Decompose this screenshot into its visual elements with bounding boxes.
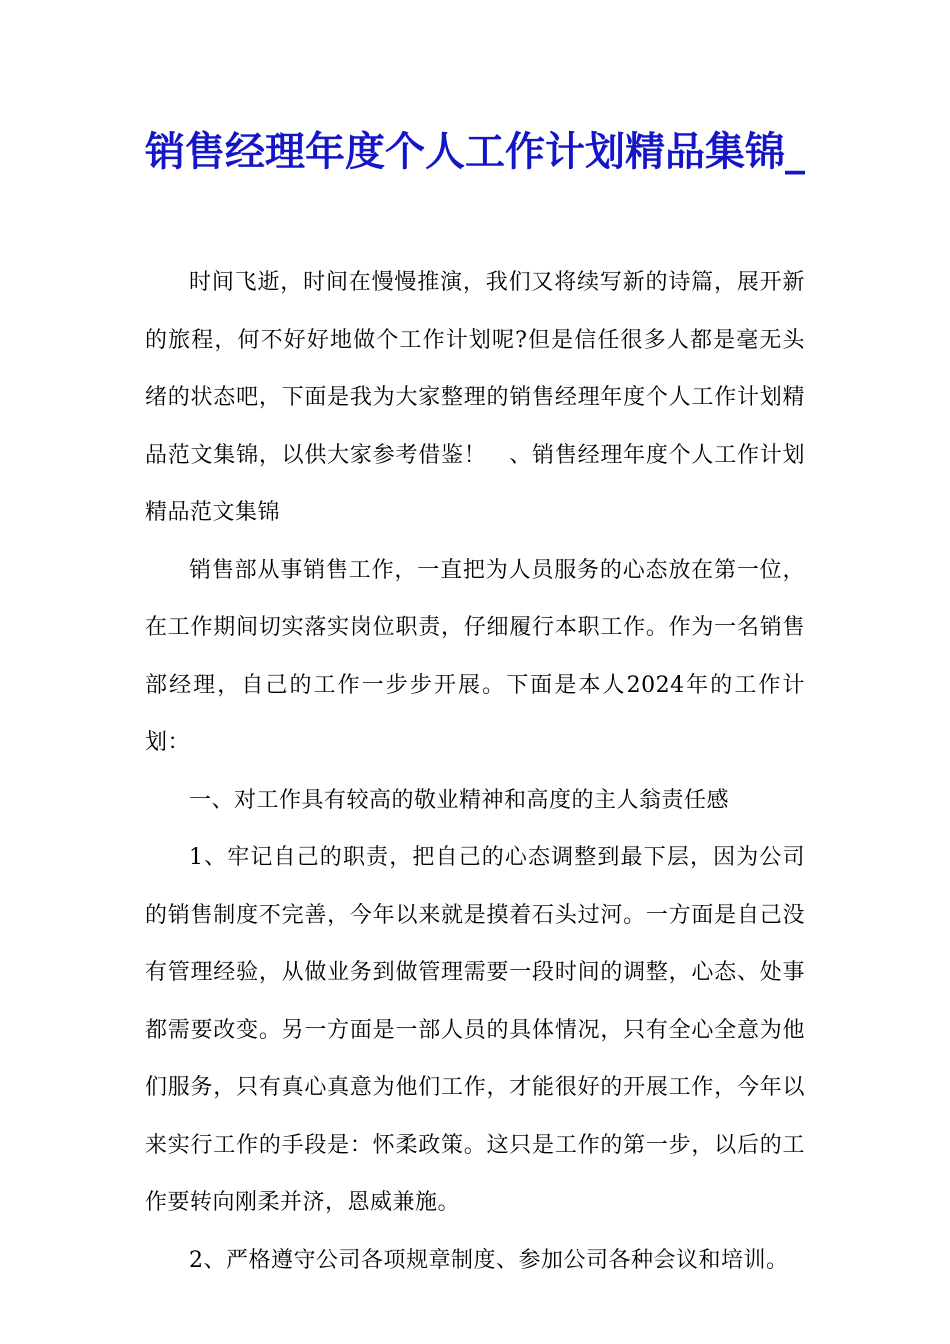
paragraph-item-1: 1、牢记自己的职责，把自己的心态调整到最下层，因为公司的销售制度不完善，今年以来就是摸着石头过河。一方面是自己没有管理经验，从做业务到做管理需要一段时间的调整，心态、处事都需要改变。另一方面是一部人员的具体情况，只有全心全意为他们服务，只有真心真意为他们工作，才能很好的开展工作，今年以来实行工作的手段是：怀柔政策。这只是工作的第一步，以后的工作要转向刚柔并济，恩威兼施。	[145, 845, 805, 1215]
document-title: 销售经理年度个人工作计划精品集锦_	[145, 129, 805, 175]
paragraph-sales-department: 销售部从事销售工作，一直把为人员服务的心态放在第一位，在工作期间切实落实岗位职责，仔细履行本职工作。作为一名销售部经理，自己的工作一步步开展。下面是本人2024年的工作计划：	[145, 557, 805, 755]
paragraph-item-2: 2、严格遵守公司各项规章制度、参加公司各种会议和培训。	[189, 1247, 789, 1273]
section-heading-1: 一、对工作具有较高的敬业精神和高度的主人翁责任感	[189, 787, 730, 813]
document-body	[145, 254, 805, 1289]
paragraph-intro: 时间飞逝，时间在慢慢推演，我们又将续写新的诗篇，展开新的旅程，何不好好地做个工作计划呢?但是信任很多人都是毫无头绪的状态吧，下面是我为大家整理的销售经理年度个人工作计划精品范文集锦，以供大家参考借鉴！ 、销售经理年度个人工作计划精品范文集锦	[145, 270, 805, 525]
